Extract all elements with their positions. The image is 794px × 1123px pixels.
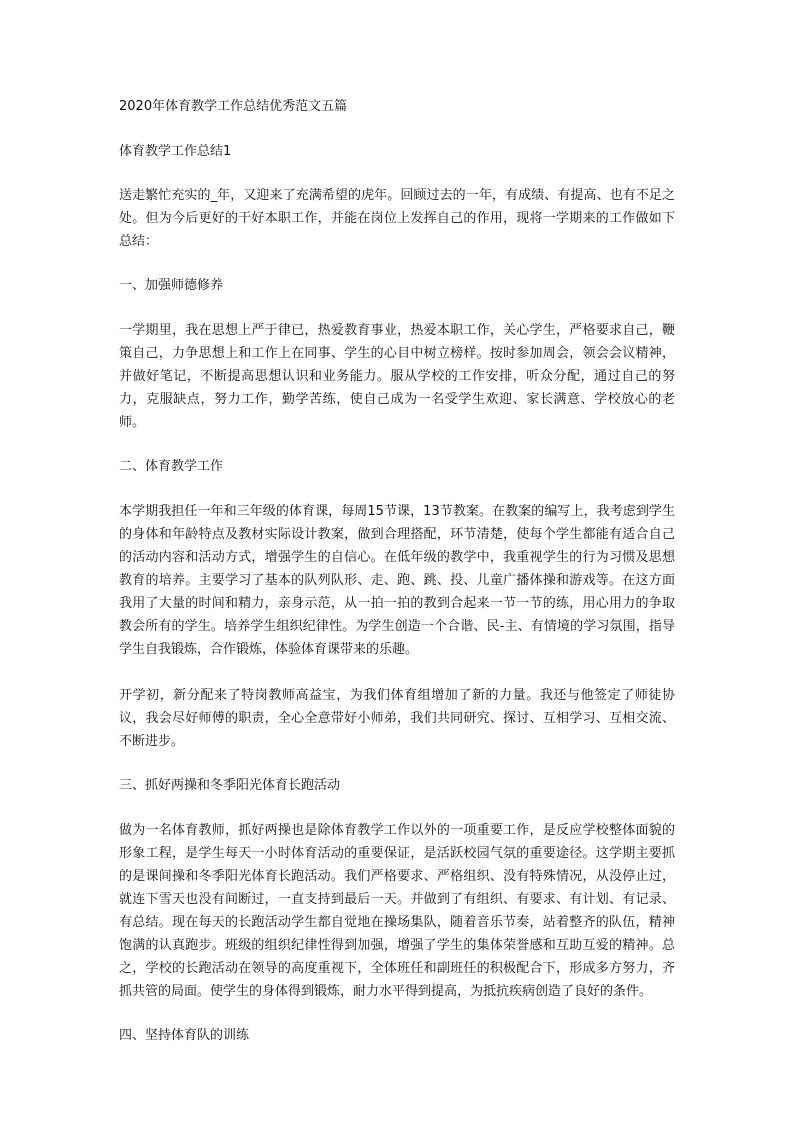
paragraph-mentor: 开学初，新分配来了特岗教师高益宝，为我们体育组增加了新的力量。我还与他签定了师徒协议，我会尽好师傅的职责，全心全意带好小师弟，我们共同研究、探讨、互相学习、互相交流、不断进步。: [119, 688, 675, 749]
heading-exercise: 三、抓好两操和冬季阳光体育长跑活动: [119, 778, 341, 793]
document-page: [119, 97, 675, 1046]
paragraph-teaching: 本学期我担任一年和三年级的体育课，每周15节课，13节教案。在教案的编写上，我考虑到学生的身体和年龄特点及教材实际设计教案，做到合理搭配，环节清楚，使每个学生都能有适合自己的活动内容和活动方式，增强学生的自信心。在低年级的教学中，我重视学生的行为习惯及思想教育的培养。主要学习了基本的队列队形、走、跑、跳、投、儿童广播体操和游戏等。在这方面我用了大量的时间和精力，亲身示范，从一拍一拍的教到合起来一节一节的练，用心用力的争取教会所有的学生。培养学生组织纪律性。为学生创造一个合谐、民-主、有情境的学习氛围，指导学生自我锻炼，合作锻炼，体验体育课带来的乐趣。: [119, 504, 675, 657]
paragraph-ethics: 一学期里，我在思想上严于律已，热爱教育事业，热爱本职工作，关心学生，严格要求自己，鞭策自己，力争思想上和工作上在同事、学生的心目中树立榜样。按时参加周会，领会会议精神，并做好笔记，不断提高思想认识和业务能力。服从学校的工作安排，听众分配，通过自己的努力，克服缺点，努力工作，勤学苦练，使自己成为一名受学生欢迎、家长满意、学校放心的老师。: [119, 323, 675, 430]
section-title: 体育教学工作总结1: [119, 144, 232, 159]
paragraph-intro: 送走繁忙充实的_年，又迎来了充满希望的虎年。回顾过去的一年，有成绩、有提高、也有不足之处。但为今后更好的干好本职工作，并能在岗位上发挥自己的作用，现将一学期来的工作做如下总结：: [119, 188, 675, 249]
document-title: 2020年体育教学工作总结优秀范文五篇: [119, 99, 348, 114]
heading-ethics: 一、加强师德修养: [119, 278, 224, 293]
heading-team-training: 四、坚持体育队的训练: [119, 1028, 250, 1043]
heading-teaching: 二、体育教学工作: [119, 459, 224, 474]
paragraph-exercise: 做为一名体育教师，抓好两操也是除体育教学工作以外的一项重要工作，是反应学校整体面貌的形象工程，是学生每天一小时体育活动的重要保证，是活跃校园气氛的重要途径。这学期主要抓的是课间操和冬季阳光体育长跑活动。我们严格要求、严格组织、没有特殊情况，从没停止过，就连下雪天也没有间断过，一直支持到最后一天。并做到了有组织、有要求、有计划、有记录、有总结。现在每天的长跑活动学生都自觉地在操场集队，随着音乐节奏，站着整齐的队伍，精神饱满的认真跑步。班级的组织纪律性得到加强，增强了学生的集体荣誉感和互助互爱的精神。总之，学校的长跑活动在领导的高度重视下，全体班任和副班任的积极配合下，形成多方努力，齐抓共管的局面。使学生的身体得到锻炼，耐力水平得到提高，为抵抗疾病创造了良好的条件。: [119, 823, 675, 999]
